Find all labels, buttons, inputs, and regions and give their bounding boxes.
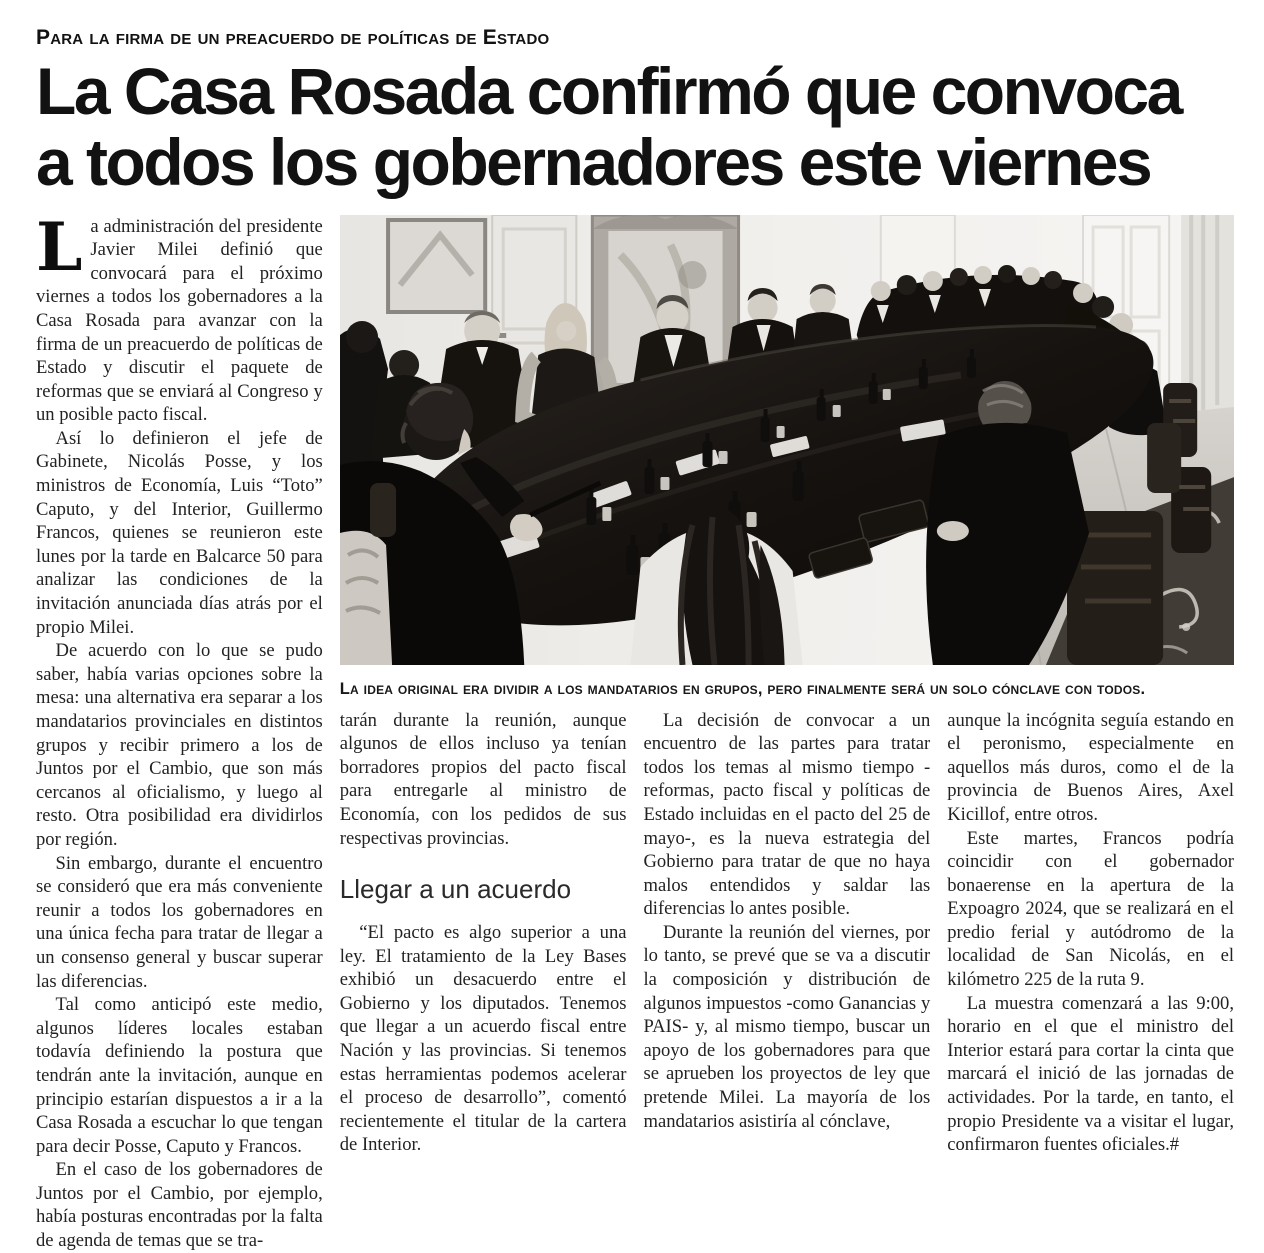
headline [36, 56, 1234, 199]
paragraph: La muestra comenzará a las 9:00, horario en el que el ministro del Interior estará para cortar la cinta que marcará el inició de las jornadas de actividades. Por la tarde, en tanto, el propio Presidente va a visitar el lugar, confirmaron fuentes oficiales.# [947, 992, 1234, 1156]
subhead: Llegar a un acuerdo [339, 874, 572, 905]
headline-line-1: La Casa Rosada confirmó que convoca [36, 54, 1181, 128]
paragraph: Este martes, Francos podría coincidir con el gobernador bonaerense en la apertura de la Expoagro 2024, que se realizará en el predio ferial y autódromo de la localidad de San Nicolás, en el kilómetro 225 de la ruta 9. [947, 827, 1234, 991]
paragraph: Así lo definieron el jefe de Gabinete, Nicolás Posse, y los ministros de Economía, Luis “Toto” Caputo, y del Interior, Guillermo Francos, quienes se reunieron este lunes por la tarde en Balcarce 50 para analizar las condiciones de la invitación anunciada días atrás por el propio Milei. [36, 427, 323, 638]
kicker: Para la firma de un preacuerdo de políticas de Estado [36, 26, 550, 49]
meeting-photo [340, 215, 1234, 665]
meeting-photo-illustration [340, 215, 1234, 665]
paragraph: La decisión de convocar a un encuentro de las partes para tratar todos los temas al mismo tiempo -reformas, pacto fiscal y políticas de Estado incluidas en el pacto del 25 de mayo-, es la nueva estrategia del Gobierno para tratar de que no haya malos entendidos y saldar las diferencias lo antes posible. [643, 709, 931, 920]
paragraph: Durante la reunión del viernes, por lo tanto, se prevé que se va a discutir la composición y distribución de algunos impuestos -como Ganancias y PAIS- y, al mismo tiempo, buscar un apoyo de los gobernadores para que se aprueben los proyectos de ley que pretende Milei. La mayoría de los mandatarios asistiría al cónclave, [643, 921, 931, 1132]
paragraph: En el caso de los gobernadores de Juntos por el Cambio, por ejemplo, había posturas encontradas por la falta de agenda de temas que se tra- [36, 1159, 323, 1252]
article-column-1 [36, 207, 323, 1253]
paragraph: De acuerdo con lo que se pudo saber, había varias opciones sobre la mesa: una alternativa era separar a los mandatarios provinciales en distintos grupos y recibir primero a los de Juntos por el Cambio, que son más cercanos al oficialismo, y luego al resto. Otra posibilidad era dividirlos por región. [36, 640, 323, 850]
paragraph: aunque la incógnita seguía estando en el peronismo, especialmente en aquellos más duros, como el de la provincia de Buenos Aires, Axel Kicillof, entre otros. [947, 709, 1234, 825]
paragraph: La administración del presidente Javier Milei definió que convocará para el próximo viernes a todos los gobernadores a la Casa Rosada para avanzar con la firma de un preacuerdo de políticas de Estado y discutir el paquete de reformas que se enviará al Congreso y un posible pacto fiscal. [36, 207, 323, 426]
paragraph: Sin embargo, durante el encuentro se consideró que era más conveniente reunir a todos los gobernadores en una única fecha para tratar de llegar a un consenso general y buscar superar las diferencias. [36, 852, 323, 992]
article-column-3 [644, 709, 931, 1253]
article-body [36, 207, 1234, 1253]
paragraph: tarán durante la reunión, aunque algunos de ellos incluso ya tenían borradores propios del pacto fiscal para entregarle al ministro de Economía, con los pedidos de sus respectivas provincias. [339, 709, 627, 849]
photo-caption: La idea original era dividir a los mandatarios en grupos, pero finalmente será un solo cónclave con todos. [339, 680, 1146, 699]
headline-line-2: a todos los gobernadores este viernes [36, 125, 1151, 200]
drop-cap: L [36, 207, 83, 286]
article-column-2 [340, 709, 627, 1253]
paragraph: Tal como anticipó este medio, algunos líderes locales estaban todavía definiendo la postura que tendrán ante la invitación, aunque en principio estarían dispuestos a ir a la Casa Rosada a escuchar lo que tengan para decir Posse, Caputo y Francos. [36, 994, 323, 1157]
paragraph: “El pacto es algo superior a una ley. El tratamiento de la Ley Bases exhibió un desacuerdo entre el Gobierno y los diputados. Tenemos que llegar a un acuerdo fiscal entre Nación y las provincias. Si tenemos estas herramientas podemos acelerar el proceso de desarrollo”, comentó recientemente el titular de la cartera de Interior. [339, 922, 627, 1156]
article-column-4 [947, 709, 1234, 1253]
